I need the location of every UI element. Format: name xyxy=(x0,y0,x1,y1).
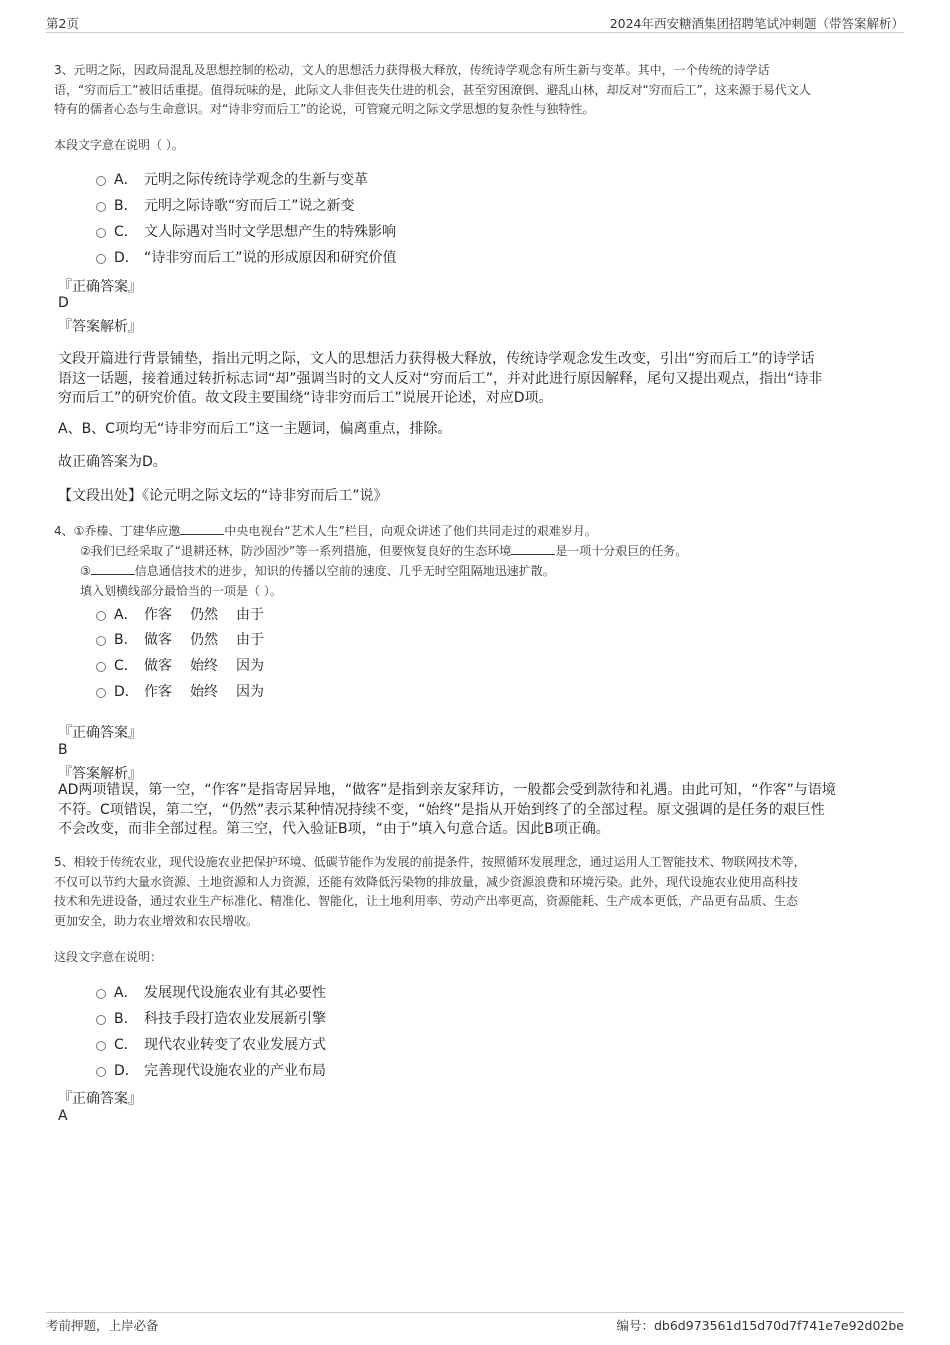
option-word: 仍然 xyxy=(190,632,218,648)
option-word: 始终 xyxy=(190,658,218,674)
option-letter: A． xyxy=(114,172,138,188)
option-letter: B． xyxy=(114,632,138,648)
q4-analysis xyxy=(58,781,888,840)
option-letter: D． xyxy=(114,250,139,266)
q5-option-a[interactable] xyxy=(96,981,326,1003)
radio-icon[interactable] xyxy=(96,1015,106,1025)
q3-passage-line: 语，“穷而后工”被旧话重提。值得玩味的是，此际文人非但丧失仕进的机会，甚至穷困潦倒、避乱山林，却反对“穷而后工”，这来源于易代文人 xyxy=(54,82,811,97)
radio-icon[interactable] xyxy=(96,662,106,672)
q4-sentence-text: 中央电视台“艺术人生”栏目，向观众讲述了他们共同走过的艰难岁月。 xyxy=(224,524,597,538)
option-letter: A． xyxy=(114,985,138,1001)
radio-icon[interactable] xyxy=(96,254,106,264)
q3-answer-label: 『正确答案』 xyxy=(58,279,142,295)
option-letter: C． xyxy=(114,224,138,240)
q3-passage-line: 特有的儒者心态与生命意识。对“诗非穷而后工”的论说，可管窥元明之际文学思想的复杂性与独特性。 xyxy=(54,102,595,116)
radio-icon[interactable] xyxy=(96,176,106,186)
option-text: 现代农业转变了农业发展方式 xyxy=(144,1037,326,1053)
page-number: 第2页 xyxy=(46,16,79,31)
option-letter: D． xyxy=(114,684,139,700)
option-word: 作客 xyxy=(144,607,172,623)
option-word: 做客 xyxy=(144,658,172,674)
option-text: 文人际遇对当时文学思想产生的特殊影响 xyxy=(144,224,396,240)
fill-blank xyxy=(180,523,224,535)
document-id: 编号：db6d973561d15d70d7f741e7e92d02be xyxy=(616,1318,904,1333)
option-text: 科技手段打造农业发展新引擎 xyxy=(144,1011,326,1027)
q4-prompt: 填入划横线部分最恰当的一项是（ ）。 xyxy=(80,584,282,598)
q3-analysis-line: 穷而后工”的研究价值。故文段主要围绕“诗非穷而后工”说展开论述，对应D项。 xyxy=(58,390,553,406)
q4-option-d[interactable] xyxy=(96,680,282,702)
option-letter: B． xyxy=(114,198,138,214)
q3-answer: D xyxy=(58,295,69,311)
q4-sentence-text: ②我们已经采取了“退耕还林，防沙固沙”等一系列措施，但要恢复良好的生态环境 xyxy=(80,544,512,558)
option-word: 仍然 xyxy=(190,607,218,623)
q4-sentence-2 xyxy=(80,542,687,559)
q3-passage xyxy=(54,61,900,120)
q5-option-d[interactable] xyxy=(96,1059,326,1081)
q5-passage-line: 技术和先进设备，通过农业生产标准化、精准化、智能化，让土地利用率、劳动产出率更高，资源能耗、生产成本更低，产品更有品质、生态 xyxy=(54,894,799,908)
q4-option-b[interactable] xyxy=(96,628,282,650)
option-word: 因为 xyxy=(236,684,264,700)
q5-answer-label: 『正确答案』 xyxy=(58,1091,142,1107)
q4-sentence-text: 是一项十分艰巨的任务。 xyxy=(555,544,688,558)
q3-prompt: 本段文字意在说明（ ）。 xyxy=(54,138,184,152)
option-letter: C． xyxy=(114,1037,138,1053)
option-text: 元明之际传统诗学观念的生新与变革 xyxy=(144,172,368,188)
radio-icon[interactable] xyxy=(96,989,106,999)
q4-option-a[interactable] xyxy=(96,603,282,625)
q3-option-d[interactable] xyxy=(96,246,397,268)
q5-prompt: 这段文字意在说明： xyxy=(54,950,163,964)
q4-sentence-1 xyxy=(54,522,597,539)
option-text: 元明之际诗歌“穷而后工”说之新变 xyxy=(144,198,355,214)
q4-answer-label: 『正确答案』 xyxy=(58,725,142,741)
option-word: 因为 xyxy=(236,658,264,674)
q3-analysis xyxy=(58,350,888,409)
option-word: 做客 xyxy=(144,632,172,648)
option-letter: A． xyxy=(114,607,138,623)
q3-option-c[interactable] xyxy=(96,220,396,242)
q4-analysis-line: 不符。C项错误，第二空，“仍然”表示某种情况持续不变，“始终”是指从开始到终了的全部过程。原文强调的是任务的艰巨性 xyxy=(58,801,825,818)
q4-sentence-text: 信息通信技术的进步，知识的传播以空前的速度、几乎无时空阻隔地迅速扩散。 xyxy=(134,564,555,578)
q3-source: 【文段出处】《论元明之际文坛的“诗非穷而后工”说》 xyxy=(58,488,388,504)
option-letter: D． xyxy=(114,1063,139,1079)
q3-analysis-line: 文段开篇进行背景铺垫，指出元明之际，文人的思想活力获得极大释放，传统诗学观念发生改变，引出“穷而后工”的诗学话 xyxy=(58,351,815,367)
radio-icon[interactable] xyxy=(96,611,106,621)
fill-blank xyxy=(91,563,135,575)
q4-analysis-line: AD两项错误，第一空，“作客”是指寄居异地，“做客”是指到亲友家拜访，一般都会受到款待和礼遇。由此可知，“作客”与语境 xyxy=(58,782,836,798)
page-footer xyxy=(46,1312,904,1335)
footer-slogan: 考前押题，上岸必备 xyxy=(46,1318,159,1333)
option-word: 始终 xyxy=(190,684,218,700)
q4-sentence-3 xyxy=(80,562,555,579)
q3-analysis-exclusion: A、B、C项均无“诗非穷而后工”这一主题词，偏离重点，排除。 xyxy=(58,421,452,437)
q5-option-c[interactable] xyxy=(96,1033,326,1055)
radio-icon[interactable] xyxy=(96,688,106,698)
q4-analysis-label: 『答案解析』 xyxy=(58,766,142,782)
q3-option-b[interactable] xyxy=(96,194,355,216)
option-text: 完善现代设施农业的产业布局 xyxy=(144,1063,326,1079)
option-letter: C． xyxy=(114,658,138,674)
option-word: 由于 xyxy=(236,607,264,623)
q3-analysis-line: 语这一话题，接着通过转折标志词“却”强调当时的文人反对“穷而后工”，并对此进行原因解释，尾句又提出观点，指出“诗非 xyxy=(58,370,823,387)
q4-analysis-line: 不会改变，而非全部过程。第三空，代入验证B项，“由于”填入句意合适。因此B项正确。 xyxy=(58,821,610,837)
q3-passage-line: 3、元明之际，因政局混乱及思想控制的松动，文人的思想活力获得极大释放，传统诗学观念有所生新与变革。其中，一个传统的诗学话 xyxy=(54,63,770,77)
radio-icon[interactable] xyxy=(96,636,106,646)
q3-option-a[interactable] xyxy=(96,168,368,190)
q4-answer: B xyxy=(58,742,68,758)
radio-icon[interactable] xyxy=(96,1041,106,1051)
option-letter: B． xyxy=(114,1011,138,1027)
q3-analysis-conclusion: 故正确答案为D。 xyxy=(58,454,167,470)
q5-passage-line: 更加安全，助力农业增效和农民增收。 xyxy=(54,913,259,928)
q5-passage-line: 不仅可以节约大量水资源、土地资源和人力资源，还能有效降低污染物的排放量，减少资源浪费和环境污染。此外，现代设施农业使用高科技 xyxy=(54,874,799,889)
option-word: 由于 xyxy=(236,632,264,648)
radio-icon[interactable] xyxy=(96,1067,106,1077)
option-word: 作客 xyxy=(144,684,172,700)
radio-icon[interactable] xyxy=(96,228,106,238)
q5-answer: A xyxy=(58,1108,68,1124)
q4-option-c[interactable] xyxy=(96,654,282,676)
q4-sentence-text: 4、①乔榛、丁建华应邀 xyxy=(54,524,181,538)
q5-passage-line: 5、相较于传统农业，现代设施农业把保护环境、低碳节能作为发展的前提条件，按照循环发展理念，通过运用人工智能技术、物联网技术等， xyxy=(54,855,806,869)
q5-passage xyxy=(54,853,900,931)
radio-icon[interactable] xyxy=(96,202,106,212)
option-text: 发展现代设施农业有其必要性 xyxy=(144,985,326,1001)
q4-sentence-text: ③ xyxy=(80,564,91,578)
fill-blank xyxy=(511,543,555,555)
page-header xyxy=(46,14,904,33)
q3-analysis-label: 『答案解析』 xyxy=(58,319,142,335)
q5-option-b[interactable] xyxy=(96,1007,326,1029)
document-title: 2024年西安糖酒集团招聘笔试冲刺题（带答案解析） xyxy=(609,16,904,31)
option-text: “诗非穷而后工”说的形成原因和研究价值 xyxy=(144,250,397,266)
